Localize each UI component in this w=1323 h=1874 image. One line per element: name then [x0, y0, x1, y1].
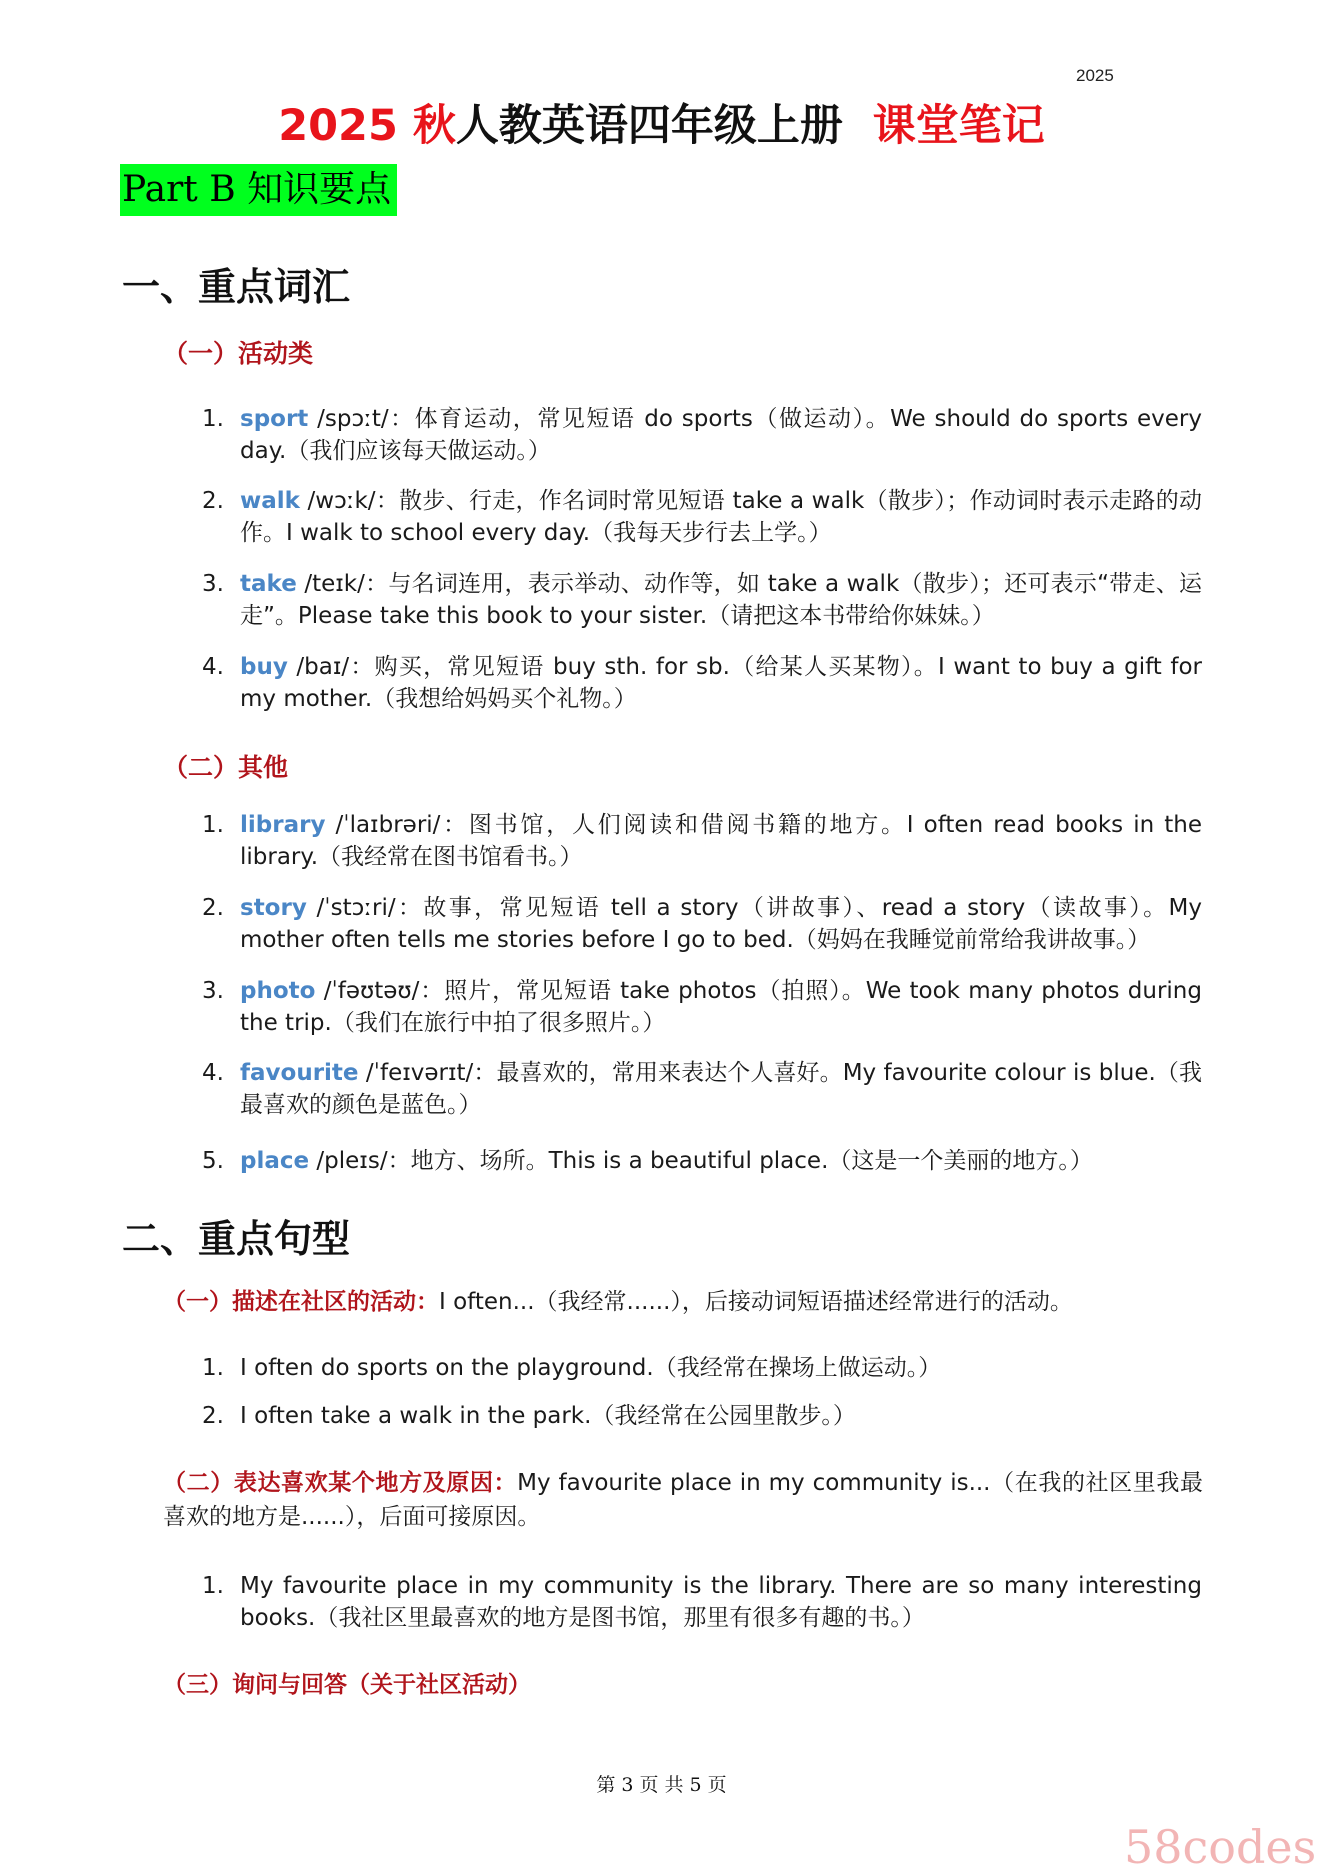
section1-sub1-heading: （一）活动类	[163, 339, 314, 368]
item-number: 5.	[202, 1148, 224, 1174]
title-part-2: 人教英语四年级上册	[455, 101, 843, 151]
vocab-word: buy	[240, 654, 288, 680]
vocab-text: /ˈfəʊtəʊ/：照片，常见短语 take photos（拍照）。We took many photos during the trip.（我们在旅行中拍了很多照片。）	[240, 978, 1202, 1036]
vocab-word: place	[240, 1148, 310, 1174]
vocab-item	[202, 651, 1202, 715]
section1-heading: 一、重点词汇	[122, 264, 351, 309]
example-text: I often do sports on the playground.（我经常在操场上做运动。）	[240, 1355, 942, 1381]
vocab-word: library	[240, 812, 326, 838]
section1-sub2-heading: （二）其他	[163, 753, 289, 782]
vocab-item	[202, 1145, 1202, 1177]
vocab-word: sport	[240, 406, 309, 432]
vocab-word: photo	[240, 978, 316, 1004]
vocab-item	[202, 1057, 1202, 1121]
pattern-lead: （二）表达喜欢某个地方及原因：	[163, 1469, 518, 1496]
example-text: My favourite place in my community is the library. There are so many interesting books.（我社区里最喜欢的地方是图书馆，那里有很多有趣的书。）	[240, 1573, 1202, 1631]
vocab-word: story	[240, 895, 307, 921]
example-item	[202, 1570, 1202, 1634]
watermark: 58codes	[1124, 1820, 1317, 1874]
part-b-banner: Part B 知识要点	[120, 164, 397, 216]
item-number: 1.	[202, 1573, 224, 1599]
vocab-text: /ˈlaɪbrəri/：图书馆，人们阅读和借阅书籍的地方。I often read books in the library.（我经常在图书馆看书。）	[240, 812, 1202, 870]
item-number: 2.	[202, 488, 224, 514]
vocab-word: favourite	[240, 1060, 359, 1086]
sentence-pattern-2	[163, 1466, 1203, 1534]
section2-sub3-heading: （三）询问与回答（关于社区活动）	[163, 1671, 531, 1698]
vocab-text: /teɪk/：与名词连用，表示举动、动作等，如 take a walk（散步）；还可表示“带走、运走”。Please take this book to your sister.（请把这本书带给你妹妹。）	[240, 571, 1202, 629]
example-item	[202, 1400, 1202, 1432]
item-number: 2.	[202, 1403, 224, 1429]
pattern-lead: （一）描述在社区的活动：	[163, 1288, 439, 1315]
vocab-item	[202, 403, 1202, 467]
vocab-text: /ˈfeɪvərɪt/：最喜欢的，常用来表达个人喜好。My favourite colour is blue.（我最喜欢的颜色是蓝色。）	[240, 1060, 1202, 1118]
page-footer: 第 3 页 共 5 页	[596, 1774, 727, 1796]
item-number: 3.	[202, 978, 224, 1004]
section2-heading: 二、重点句型	[122, 1216, 351, 1261]
vocab-item	[202, 975, 1202, 1039]
vocab-item	[202, 485, 1202, 549]
pattern-text: I often...（我经常......），后接动词短语描述经常进行的活动。	[439, 1289, 1073, 1315]
item-number: 4.	[202, 654, 224, 680]
item-number: 1.	[202, 812, 224, 838]
title-part-3: 课堂笔记	[872, 101, 1045, 151]
item-number: 1.	[202, 406, 224, 432]
page-title	[0, 92, 1323, 153]
corner-year: 2025	[1076, 66, 1114, 85]
item-number: 4.	[202, 1060, 224, 1086]
vocab-item	[202, 892, 1202, 956]
vocab-text: /ˈstɔːri/：故事，常见短语 tell a story（讲故事）、read a story（读故事）。My mother often tells me stories before I go to bed.（妈妈在我睡觉前常给我讲故事。）	[240, 895, 1202, 953]
item-number: 3.	[202, 571, 224, 597]
vocab-word: take	[240, 571, 297, 597]
vocab-text: /baɪ/：购买，常见短语 buy sth. for sb.（给某人买某物）。I want to buy a gift for my mother.（我想给妈妈买个礼物。）	[240, 654, 1202, 712]
vocab-item	[202, 568, 1202, 632]
item-number: 1.	[202, 1355, 224, 1381]
item-number: 2.	[202, 895, 224, 921]
pattern-text: My favourite place in my community is...（在我的社区里我最喜欢的地方是......），后面可接原因。	[163, 1470, 1203, 1530]
vocab-text: /wɔːk/：散步、行走，作名词时常见短语 take a walk（散步）；作动词时表示走路的动作。I walk to school every day.（我每天步行去上学。）	[240, 488, 1202, 546]
example-text: I often take a walk in the park.（我经常在公园里散步。）	[240, 1403, 856, 1429]
vocab-item	[202, 809, 1202, 873]
vocab-word: walk	[240, 488, 300, 514]
sentence-pattern-1	[163, 1285, 1203, 1319]
vocab-text: /pleɪs/：地方、场所。This is a beautiful place.（这是一个美丽的地方。）	[309, 1148, 1093, 1174]
example-item	[202, 1352, 1202, 1384]
vocab-text: /spɔːt/：体育运动，常见短语 do sports（做运动）。We should do sports every day.（我们应该每天做运动。）	[240, 406, 1202, 464]
title-part-1: 2025 秋	[278, 101, 456, 151]
